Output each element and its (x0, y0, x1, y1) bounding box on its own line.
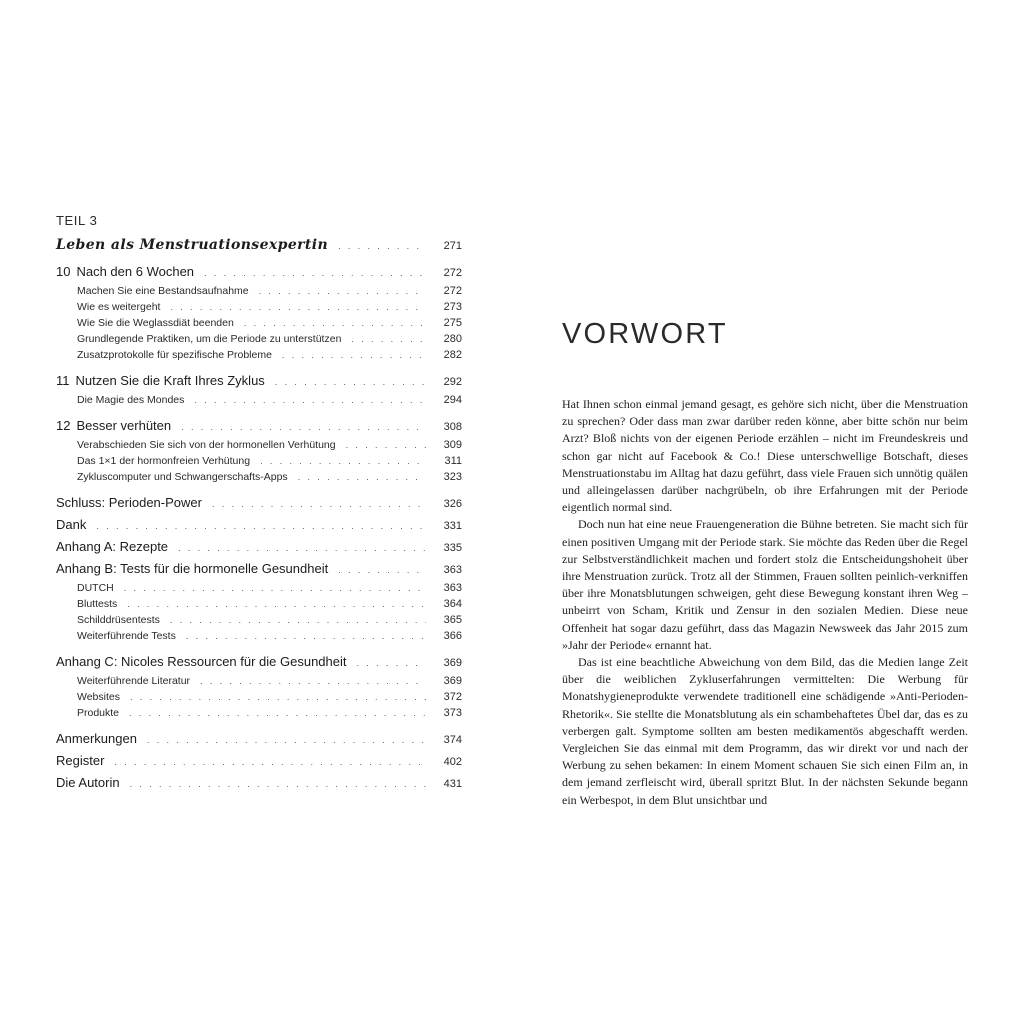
leader-dots (338, 232, 426, 260)
toc-chapter-title (56, 750, 104, 772)
page-number: 271 (443, 240, 462, 252)
chapter-number: 12 (56, 418, 71, 433)
leader-dots (351, 331, 426, 347)
toc-subsection-row (56, 392, 462, 408)
toc-subsection-row (56, 628, 462, 644)
toc-subsection-title: Das 1×1 der hormonfreien Verhütung (77, 455, 251, 467)
page-number: 275 (443, 317, 462, 329)
page-number: 323 (443, 471, 462, 483)
preface-page (562, 312, 968, 809)
toc-subsection-title: Zykluscomputer und Schwangerschafts-Apps (77, 471, 288, 483)
toc-subsection-row (56, 612, 462, 628)
leader-dots (178, 537, 426, 559)
toc-subsection-row (56, 283, 462, 299)
toc-subsection-title: Weiterführende Literatur (77, 675, 191, 687)
page-number: 309 (443, 439, 462, 451)
toc-chapter-row (56, 772, 462, 794)
leader-dots (204, 262, 426, 284)
leader-dots (129, 705, 426, 721)
toc-chapter-row (56, 750, 462, 772)
toc-subsection-row (56, 580, 462, 596)
leader-dots (147, 729, 426, 751)
leader-dots (130, 773, 426, 795)
page-number: 273 (443, 301, 462, 313)
toc-subsection-row (56, 596, 462, 612)
leader-dots (346, 437, 426, 453)
toc-chapter-title (56, 261, 194, 283)
toc-chapter-title (56, 558, 328, 580)
page-number: 366 (443, 630, 462, 642)
page-number: 272 (443, 285, 462, 297)
page-number: 369 (443, 657, 462, 669)
chapter-title-text: Besser verhüten (76, 418, 172, 433)
leader-dots (298, 469, 426, 485)
toc-subsection-title: DUTCH (77, 582, 114, 594)
toc-gap (56, 363, 462, 370)
leader-dots (186, 628, 426, 644)
leader-dots (127, 596, 426, 612)
toc-chapter-title (56, 772, 120, 794)
toc-gap (56, 721, 462, 728)
preface-paragraph: Das ist eine beachtliche Abweichung von dem Bild, das die Medien lange Zeit über die weiblichen Zykluserfahrungen vermittelten: Die Werbung für Monatshygieneprodukte verwendete traditionell eine schädigende »Anti-Perioden-Rhetorik«. Sie stellte die Monatsblutung als ein schambehaftetes Übel dar, das es zu verbergen galt. Symptome sollten am besten medikamentös abgeschafft werden. Vergleichen Sie das einmal mit dem Programm, das wir direkt vor und nach der Werbung zu sehen bekamen: In einem Moment schauen Sie sich einen Film an, in dem jemand zerfleischt wird, überall spritzt Blut. In der nächsten Sekunde begann ein Werbespot, in dem Blut unsichtbar und (562, 655, 968, 807)
toc-subsection-row (56, 331, 462, 347)
toc-subsection-title: Die Magie des Mondes (77, 394, 185, 406)
chapter-heading: VORWORT (562, 318, 728, 350)
toc-chapter-title (56, 536, 168, 558)
part-title-row (56, 231, 462, 259)
page-number: 280 (443, 333, 462, 345)
page-number: 331 (443, 520, 462, 532)
chapter-title-text: Anhang C: Nicoles Ressourcen für die Gesundheit (56, 654, 347, 669)
page-number: 326 (443, 498, 462, 510)
leader-dots (212, 493, 426, 515)
toc-chapter-row (56, 728, 462, 750)
leader-dots (194, 392, 426, 408)
chapter-title-text: Anhang A: Rezepte (56, 539, 169, 554)
toc-chapter-row (56, 536, 462, 558)
page-number: 402 (443, 756, 462, 768)
toc-chapter-title (56, 728, 137, 750)
leader-dots (357, 652, 427, 674)
toc-subsection-title: Websites (77, 691, 120, 703)
leader-dots (96, 515, 426, 537)
chapter-title-text: Nutzen Sie die Kraft Ihres Zyklus (75, 373, 265, 388)
chapter-title-text: Nach den 6 Wochen (76, 264, 195, 279)
toc-subsection-title: Bluttests (77, 598, 118, 610)
toc-subsection-title: Schilddrüsentests (77, 614, 160, 626)
toc-subsection-row (56, 347, 462, 363)
chapter-number: 11 (56, 373, 70, 388)
preface-paragraph: Doch nun hat eine neue Frauengeneration die Bühne betreten. Sie macht sich für einen positiven Umgang mit der Periode stark. Sie möchte das Reden über die Regel zur Selbstverständlichkeit machen und fordert stolz die Entscheidungshoheit über ihre Menstruation zurück. Trotz all der Stimmen, Frauen sollten peinlich-verkniffen über ihre Monatsblutungen schweigen, geht diese Bewegung konstant ihren Weg – unbeirrt von Scham, Kritik und Zensur in den sozialen Medien. Diese neue Offenheit hat sogar dazu geführt, dass das Magazin Newsweek das Jahr 2015 zum »Jahr der Periode« ernannt hat. (562, 517, 968, 652)
part-title: Leben als Menstruationsexpertin (56, 237, 329, 253)
page-number: 308 (443, 421, 462, 433)
page-number: 282 (443, 349, 462, 361)
leader-dots (244, 315, 426, 331)
toc-subsection-row (56, 469, 462, 485)
preface-paragraph: Hat Ihnen schon einmal jemand gesagt, es gehöre sich nicht, über die Menstruation zu sprechen? Oder dass man zwar darüber reden könne, aber bitte schön nur beim Arzt? Bloß nichts von der eigenen Periode erzählen – nicht im Freundeskreis und schon gar nicht auf Facebook & Co.! Diese unterschwellige Botschaft, dieses Menstruationstabu im Alltag hat dazu geführt, dass viele Frauen sich unnötig quälen und alleingelassen darüber nachgrübeln, ob ihre Erfahrungen mit der Periode eigentlich normal sind. (562, 397, 968, 515)
toc-subsection-title: Weiterführende Tests (77, 630, 176, 642)
toc-gap (56, 644, 462, 651)
toc-subsection-row (56, 689, 462, 705)
toc-subsection-row (56, 705, 462, 721)
toc-chapter-row (56, 261, 462, 283)
chapter-title-text: Schluss: Perioden-Power (56, 495, 202, 510)
page-number: 311 (444, 455, 462, 467)
toc-subsection-title: Grundlegende Praktiken, um die Periode zu unterstützen (77, 333, 342, 345)
toc-chapter-title (56, 370, 265, 392)
chapter-title-text: Dank (56, 517, 87, 532)
page-number: 374 (443, 734, 462, 746)
toc-chapter-row (56, 558, 462, 580)
page-number: 363 (443, 564, 462, 576)
leader-dots (170, 299, 426, 315)
page-number: 369 (443, 675, 462, 687)
page-number: 364 (443, 598, 462, 610)
toc-chapter-row (56, 514, 462, 536)
table-of-contents (56, 211, 462, 794)
page-number: 335 (443, 542, 462, 554)
chapter-title-text: Anmerkungen (56, 731, 137, 746)
toc-chapter-row (56, 492, 462, 514)
toc-subsection-title: Machen Sie eine Bestandsaufnahme (77, 285, 249, 297)
page-number: 294 (443, 394, 462, 406)
toc-sections (56, 261, 462, 794)
toc-subsection-title: Wie Sie die Weglassdiät beenden (77, 317, 234, 329)
leader-dots (170, 612, 426, 628)
chapter-number: 10 (56, 264, 71, 279)
toc-chapter-title (56, 514, 86, 536)
leader-dots (338, 559, 426, 581)
page-number: 365 (443, 614, 462, 626)
chapter-title-text: Die Autorin (56, 775, 120, 790)
toc-subsection-title: Verabschieden Sie sich von der hormonellen Verhütung (77, 439, 336, 451)
toc-subsection-title: Zusatzprotokolle für spezifische Probleme (77, 349, 272, 361)
leader-dots (260, 453, 426, 469)
chapter-title-text: Anhang B: Tests für die hormonelle Gesundheit (56, 561, 329, 576)
part-label: TEIL 3 (56, 213, 98, 228)
toc-chapter-row (56, 370, 462, 392)
toc-subsection-title: Wie es weitergeht (77, 301, 161, 313)
page-number: 431 (443, 778, 462, 790)
page-number: 372 (443, 691, 462, 703)
preface-body (562, 396, 968, 809)
toc-subsection-row (56, 437, 462, 453)
page-number: 292 (443, 376, 462, 388)
leader-dots (275, 371, 426, 393)
leader-dots (259, 283, 426, 299)
toc-subsection-title: Produkte (77, 707, 120, 719)
toc-subsection-row (56, 673, 462, 689)
page-number: 363 (443, 582, 462, 594)
toc-chapter-title (56, 492, 202, 514)
leader-dots (181, 416, 426, 438)
toc-chapter-row (56, 651, 462, 673)
leader-dots (124, 580, 426, 596)
toc-subsection-row (56, 299, 462, 315)
chapter-title-text: Register (56, 753, 105, 768)
leader-dots (114, 751, 426, 773)
toc-gap (56, 485, 462, 492)
leader-dots (200, 673, 426, 689)
toc-chapter-title (56, 651, 347, 673)
page-number: 373 (443, 707, 462, 719)
leader-dots (282, 347, 426, 363)
toc-chapter-title (56, 415, 171, 437)
toc-subsection-row (56, 315, 462, 331)
leader-dots (130, 689, 426, 705)
toc-gap (56, 408, 462, 415)
toc-chapter-row (56, 415, 462, 437)
page-number: 272 (443, 267, 462, 279)
toc-subsection-row (56, 453, 462, 469)
